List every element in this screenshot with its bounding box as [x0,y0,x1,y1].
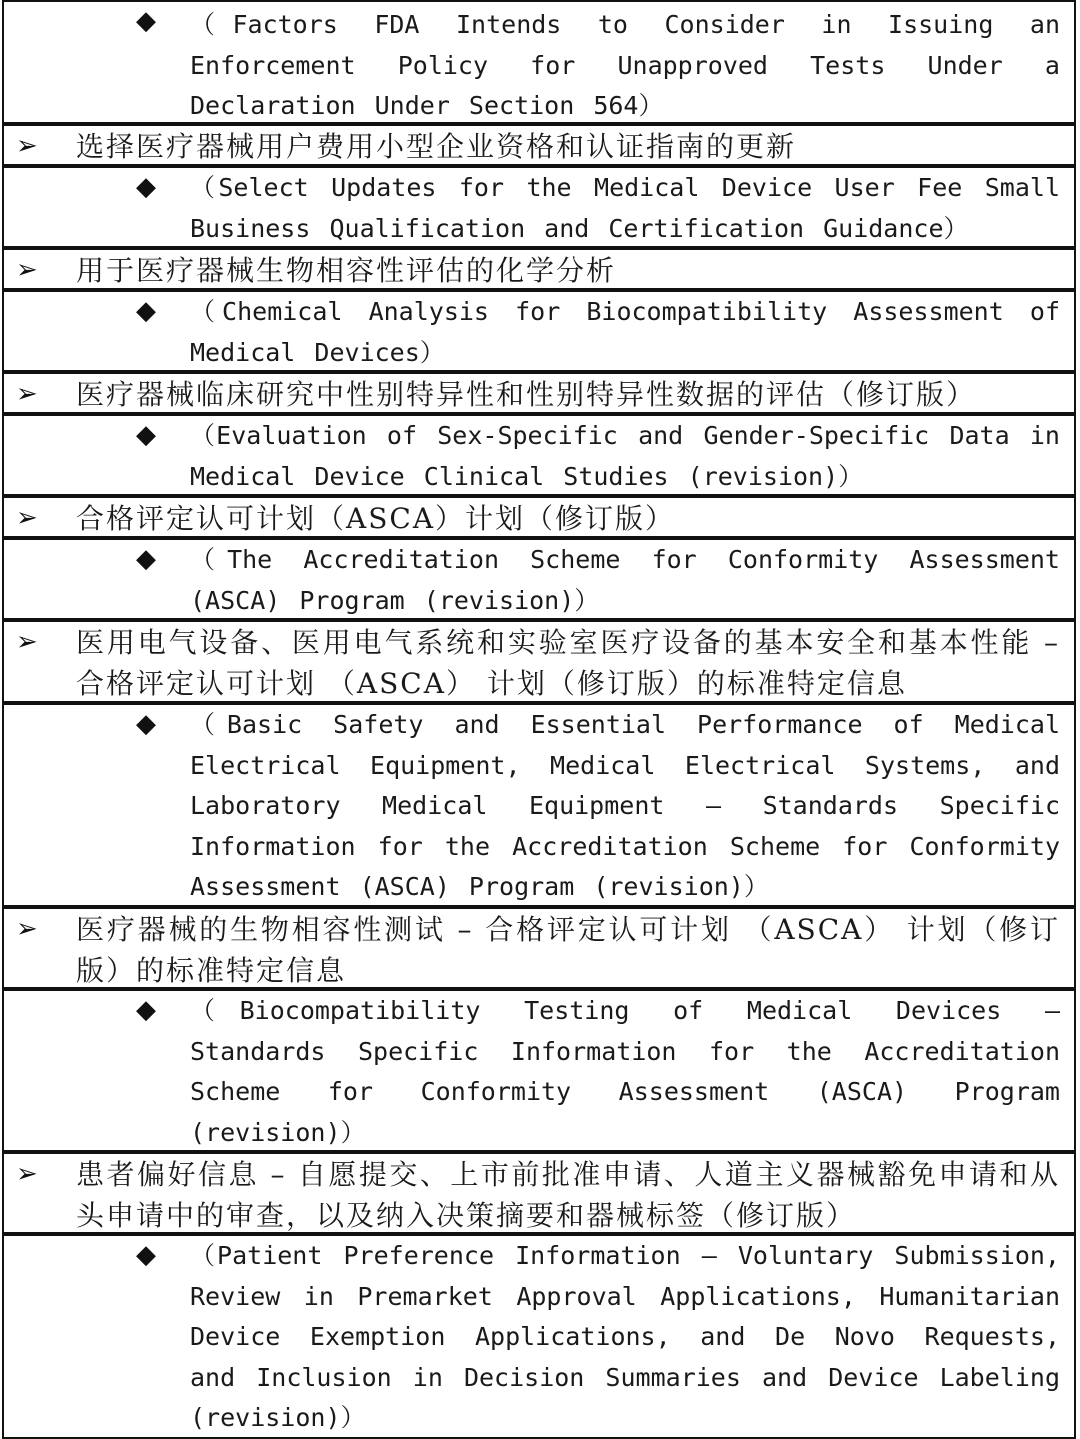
list-item-en [2,538,1076,620]
guidance-title-en: （Factors FDA Intends to Consider in Issuing an Enforcement Policy for Unapproved Tests Under a Declaration Under Section 564） [190,10,1060,120]
list-item-en [2,703,1076,907]
list-item-en [2,0,1076,124]
guidance-title-en: （The Accreditation Scheme for Conformity Assessment (ASCA) Program (revision)） [190,545,1060,615]
list-item-en [2,414,1076,496]
diamond-bullet-icon: ◆ [136,172,156,201]
diamond-bullet-icon: ◆ [136,709,156,738]
list-item-en [2,1234,1076,1439]
guidance-title-cn: 患者偏好信息 – 自愿提交、上市前批准申请、人道主义器械豁免申请和从头申请中的审查，以及纳入决策摘要和器械标签（修订版） [76,1158,1060,1232]
list-item-cn [2,124,1076,166]
guidance-title-cn: 医疗器械的生物相容性测试 – 合格评定认可计划 （ASCA） 计划（修订版）的标准特定信息 [76,913,1060,987]
list-item-cn [2,372,1076,414]
arrow-bullet-icon: ➢ [16,131,38,160]
list-item-cn [2,620,1076,703]
guidance-title-en: （Select Updates for the Medical Device User Fee Small Business Qualification and Certification Guidance） [190,173,1060,243]
guidance-title-cn: 选择医疗器械用户费用小型企业资格和认证指南的更新 [76,130,797,163]
arrow-bullet-icon: ➢ [16,914,38,943]
diamond-bullet-icon: ◆ [136,420,156,449]
arrow-bullet-icon: ➢ [16,379,38,408]
diamond-bullet-icon: ◆ [136,296,156,325]
list-item-cn [2,907,1076,989]
arrow-bullet-icon: ➢ [16,255,38,284]
list-item-en [2,989,1076,1152]
list-item-cn [2,1152,1076,1234]
guidance-title-cn: 用于医疗器械生物相容性评估的化学分析 [76,254,617,287]
list-item-en [2,166,1076,248]
list-item-cn [2,248,1076,290]
guidance-title-en: （Biocompatibility Testing of Medical Devices – Standards Specific Information for the Accreditation Scheme for Conformity Assessment (ASCA) Program (revision)） [190,996,1060,1147]
guidance-title-cn: 医用电气设备、医用电气系统和实验室医疗设备的基本安全和基本性能 – 合格评定认可计划 （ASCA） 计划（修订版）的标准特定信息 [76,626,1060,700]
arrow-bullet-icon: ➢ [16,503,38,532]
guidance-title-en: （Basic Safety and Essential Performance of Medical Electrical Equipment, Medical Electrical Systems, and Laboratory Medical Equipment – Standards Specific Information for the Accreditation Scheme for Conformity Assessment (ASCA) Program (revision)） [190,710,1060,901]
guidance-title-cn: 合格评定认可计划（ASCA）计划（修订版） [76,502,676,535]
diamond-bullet-icon: ◆ [136,995,156,1024]
guidance-title-en: （Evaluation of Sex-Specific and Gender-Specific Data in Medical Device Clinical Studies (revision)） [190,421,1060,491]
diamond-bullet-icon: ◆ [136,1240,156,1269]
diamond-bullet-icon: ◆ [136,6,156,35]
list-item-cn [2,496,1076,538]
diamond-bullet-icon: ◆ [136,544,156,573]
list-item-en [2,290,1076,372]
arrow-bullet-icon: ➢ [16,1159,38,1188]
guidance-title-cn: 医疗器械临床研究中性别特异性和性别特异性数据的评估（修订版） [76,378,977,411]
guidance-title-en: （Patient Preference Information – Voluntary Submission, Review in Premarket Approval Applications, Humanitarian Device Exemption Applications, and De Novo Requests, and Inclusion in Decision Summaries and Device Labeling (revision)） [190,1241,1060,1432]
arrow-bullet-icon: ➢ [16,627,38,656]
guidance-title-en: （Chemical Analysis for Biocompatibility Assessment of Medical Devices） [190,297,1060,367]
